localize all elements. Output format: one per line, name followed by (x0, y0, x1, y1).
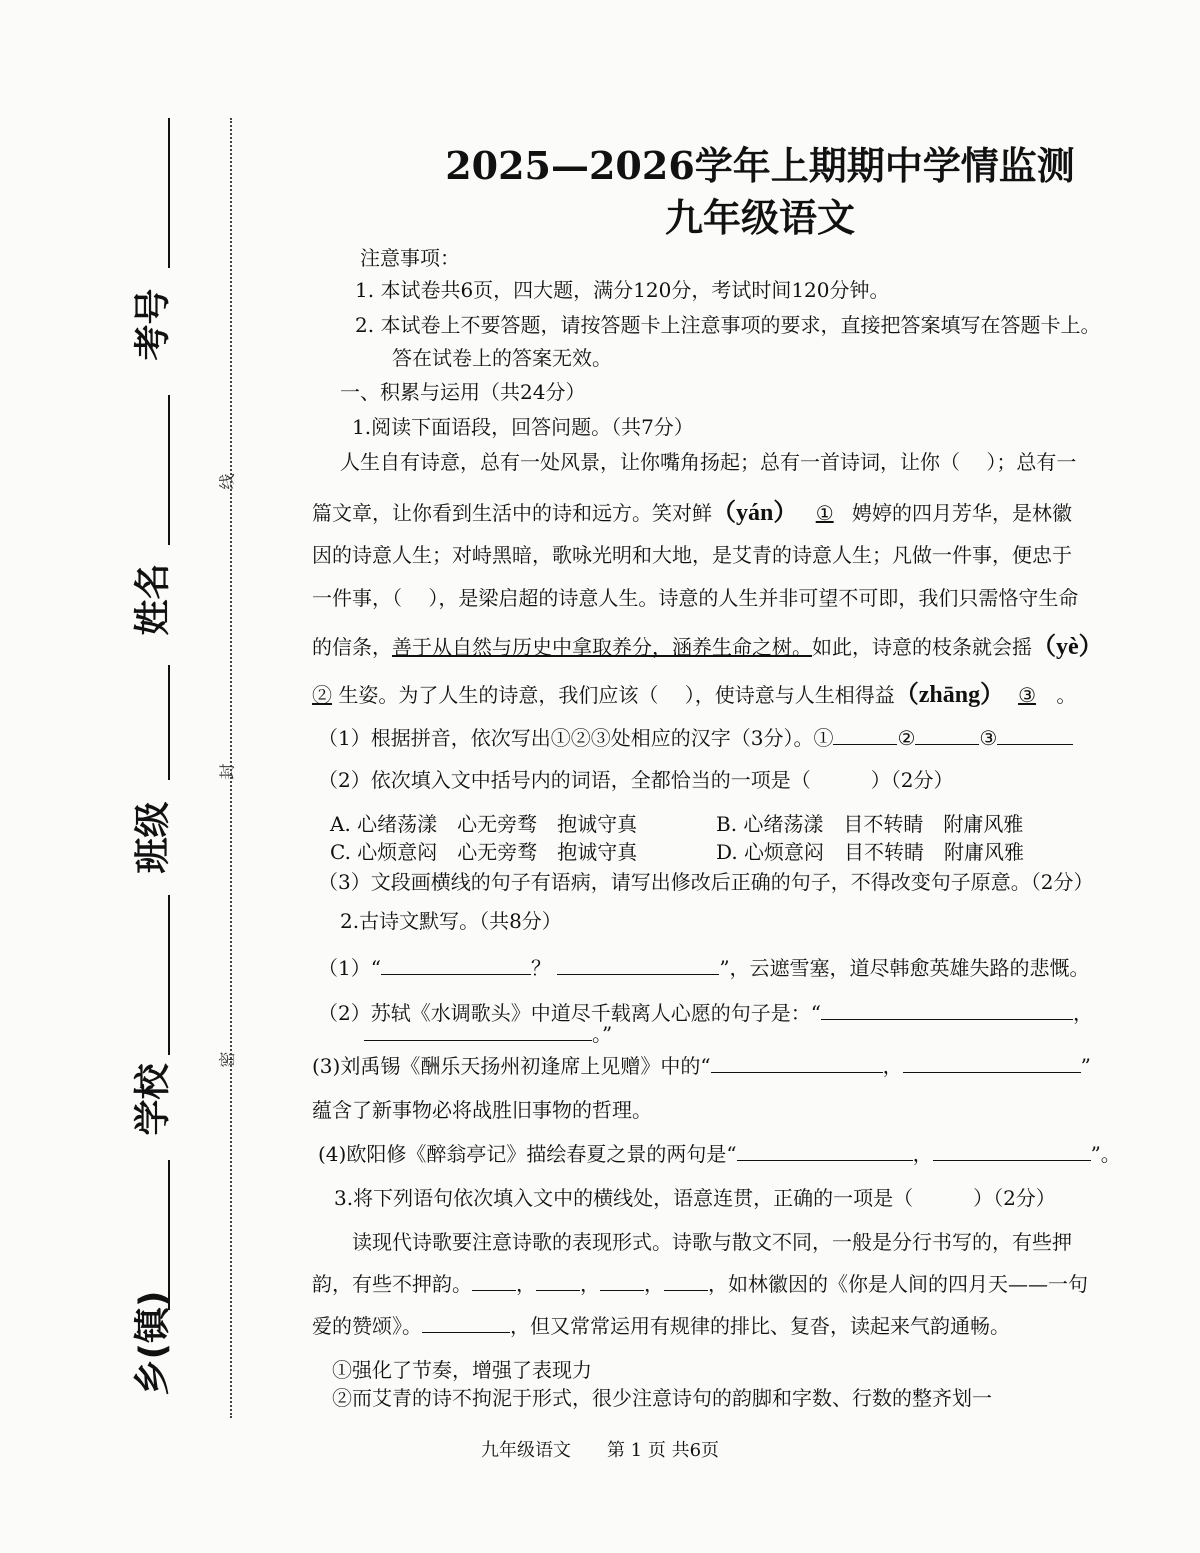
passage-text: 娉婷的四月芳华，是林徽 (852, 501, 1073, 525)
blank-mark-1: ① (815, 501, 834, 525)
q2-text: ” (1080, 1054, 1091, 1078)
township-line (168, 1160, 170, 1310)
passage-text: 篇文章，让你看到生活中的诗和远方。笑对鲜 (312, 501, 712, 525)
answer-blank (472, 1272, 516, 1291)
q1-sub2: （2）依次填入文中括号内的词语，全都恰当的一项是（ ）（2分） (318, 768, 954, 792)
answer-blank (737, 1142, 913, 1161)
option-c: C. 心烦意闷 心无旁骛 抱诚守真 (330, 840, 638, 864)
underlined-sentence: 善于从自然与历史中拿取养分，涵养生命之树。 (392, 635, 812, 659)
q2-text: ， (912, 1142, 933, 1166)
notice-item-1: 1. 本试卷共6页，四大题，满分120分，考试时间120分钟。 (355, 278, 890, 302)
q1-sub1-text: （1）根据拼音，依次写出①②③处相应的汉字（3分）。① (318, 726, 834, 750)
q2-item-2-cont (364, 1018, 612, 1047)
answer-blank (557, 956, 719, 975)
q3-text: ， (580, 1272, 600, 1296)
q3-text: ， (644, 1272, 664, 1296)
q2-text: （2）苏轼《水调歌头》中道尽千载离人心愿的句子是：“ (318, 1001, 821, 1025)
q3-text: 爱的赞颂》。 (312, 1314, 422, 1338)
q2-text: ”。 (1090, 1142, 1121, 1166)
q2-item-1 (318, 952, 1090, 981)
q1-passage-line-2: 篇文章，让你看到生活中的诗和远方。笑对鲜（yán） ① 娉婷的四月芳华，是林徽 (312, 500, 1073, 526)
q1-passage-line-1: 人生自有诗意，总有一处风景，让你嘴角扬起；总有一首诗词，让你（ ）；总有一 (340, 450, 1077, 474)
passage-text: 如此，诗意的枝条就会摇 (812, 635, 1032, 659)
q1-sub1 (318, 722, 1073, 751)
school-label: 学校 (132, 1063, 174, 1136)
answer-blank (711, 1054, 883, 1073)
circle-mark: ③ (979, 726, 998, 750)
class-label: 班级 (132, 801, 174, 874)
passage-text: 的信条， (312, 635, 392, 659)
seal-char-secret: 密 (217, 1051, 237, 1068)
exam-number-label: 考号 (132, 288, 174, 361)
q1-passage-line-6: ② 生姿。为了人生的诗意，我们应该（ ），使诗意与人生相得益（zhāng） ③ 。 (312, 682, 1077, 708)
q2-item-3 (312, 1050, 1091, 1079)
q1-sub3: （3）文段画横线的句子有语病，请写出修改后正确的句子，不得改变句子原意。（2分） (318, 870, 1094, 894)
class-line (168, 665, 170, 780)
q3-passage-line-3 (312, 1310, 1010, 1339)
answer-blank (915, 726, 979, 745)
passage-text: 生姿。为了人生的诗意，我们应该（ ），使诗意与人生相得益 (338, 683, 895, 707)
q2-text: ？ (530, 956, 551, 980)
answer-blank (903, 1054, 1081, 1073)
q2-text: (3)刘禹锡《酬乐天扬州初逢席上见赠》中的“ (312, 1054, 711, 1078)
q1-passage-line-5: 的信条，善于从自然与历史中拿取养分，涵养生命之树。如此，诗意的枝条就会摇（yè） (312, 634, 1103, 660)
seal-char-seal: 封 (217, 763, 237, 780)
q3-text: ，如林徽因的《你是人间的四月天——一句 (708, 1272, 1088, 1296)
exam-title: 2025—2026学年上期期中学情监测 (445, 143, 1075, 188)
q3-passage-line-2 (312, 1268, 1088, 1297)
q3-choice-1: ①强化了节奏，增强了表现力 (332, 1358, 592, 1382)
q2-text: (4)欧阳修《醉翁亭记》描绘春夏之景的两句是“ (318, 1142, 737, 1166)
option-b: B. 心绪荡漾 目不转睛 附庸风雅 (716, 812, 1024, 836)
township-label: 乡(镇) (132, 1290, 174, 1396)
q2-text: ， (882, 1054, 903, 1078)
blank-mark-2: ② (312, 683, 332, 707)
q1-passage-line-3: 因的诗意人生；对峙黑暗，歌咏光明和大地，是艾青的诗意人生；凡做一件事，便忠于 (312, 543, 1072, 567)
q3-text: ，但又常常运用有规律的排比、复沓，读起来气韵通畅。 (510, 1314, 1010, 1338)
q2-item-3-cont: 蕴含了新事物必将战胜旧事物的哲理。 (312, 1098, 652, 1122)
school-line (168, 895, 170, 1055)
notice-item-2: 2. 本试卷上不要答题，请按答题卡上注意事项的要求，直接把答案填写在答题卡上。 (355, 313, 1101, 337)
answer-blank (821, 1001, 1073, 1020)
circle-mark: ② (897, 726, 916, 750)
notice-heading: 注意事项： (360, 246, 460, 270)
q2-text: 。” (592, 1022, 613, 1046)
answer-blank (933, 1142, 1091, 1161)
section-heading: 一、积累与运用（共24分） (340, 380, 586, 404)
answer-blank (536, 1272, 580, 1291)
answer-blank (381, 956, 531, 975)
answer-blank (422, 1314, 510, 1333)
page-footer: 九年级语文 第 1 页 共6页 (480, 1440, 720, 1461)
exam-number-line (168, 118, 170, 268)
option-a: A. 心绪荡漾 心无旁骛 抱诚守真 (330, 812, 638, 836)
pinyin-ye: yè (1056, 634, 1079, 660)
q3-choice-2: ②而艾青的诗不拘泥于形式，很少注意诗句的韵脚和字数、行数的整齐划一 (332, 1386, 992, 1410)
answer-blank (600, 1272, 644, 1291)
q2-item-4 (318, 1138, 1121, 1167)
q2-heading: 2.古诗文默写。（共8分） (340, 909, 562, 933)
q1-passage-line-4: 一件事，（ ），是梁启超的诗意人生。诗意的人生并非可望不可即，我们只需恪守生命 (312, 586, 1079, 610)
answer-blank (664, 1272, 708, 1291)
exam-subtitle: 九年级语文 (664, 195, 855, 240)
q2-text: ”，云遮雪塞，道尽韩愈英雄失路的悲慨。 (719, 956, 1090, 980)
q2-text: （1）“ (318, 956, 381, 980)
name-label: 姓名 (132, 563, 174, 636)
answer-blank (833, 726, 897, 745)
pinyin-yan: yán (736, 500, 774, 526)
answer-blank (997, 726, 1073, 745)
q2-text: ， (1072, 1001, 1093, 1025)
answer-blank (364, 1022, 592, 1041)
pinyin-zhang: zhāng (918, 682, 981, 708)
option-d: D. 心烦意闷 目不转睛 附庸风雅 (716, 840, 1025, 864)
seal-char-line: 线 (217, 473, 237, 490)
blank-mark-3: ③ (1018, 683, 1037, 707)
q3-text: ， (516, 1272, 536, 1296)
q3-heading: 3.将下列语句依次填入文中的横线处，语意连贯，正确的一项是（ ）（2分） (334, 1186, 1056, 1210)
q1-heading: 1.阅读下面语段，回答问题。（共7分） (352, 415, 694, 439)
name-line (168, 395, 170, 545)
notice-item-2-cont: 答在试卷上的答案无效。 (392, 346, 612, 370)
q3-text: 韵，有些不押韵。 (312, 1272, 472, 1296)
q3-passage-line-1: 读现代诗歌要注意诗歌的表现形式。诗歌与散文不同，一般是分行书写的，有些押 (352, 1230, 1072, 1254)
